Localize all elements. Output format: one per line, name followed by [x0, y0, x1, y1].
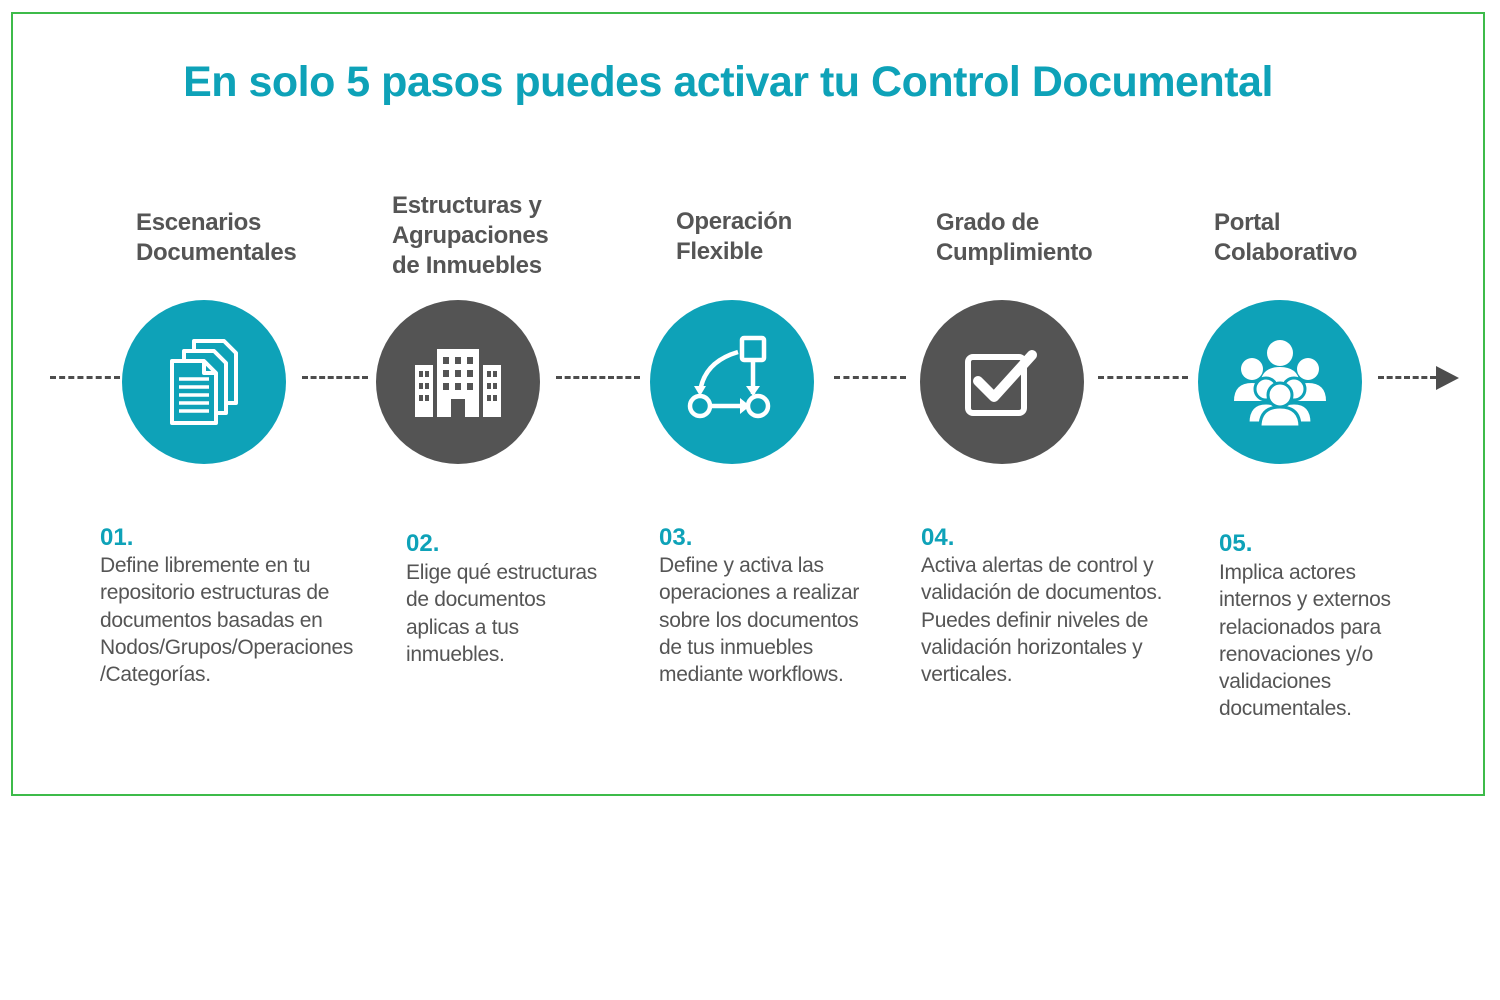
- step-title: Estructuras y Agrupaciones de Inmuebles: [392, 192, 549, 279]
- step-description: Define y activa las operaciones a realizar sobre los documentos de tus inmuebles mediante workflows.: [659, 554, 860, 687]
- step-title: Portal Colaborativo: [1214, 209, 1358, 266]
- step-description: Elige qué estructuras de documentos aplicas a tus inmuebles.: [406, 561, 597, 666]
- step-number: 05.: [1219, 530, 1253, 557]
- step-icon-circle: [920, 300, 1084, 464]
- step-number: 01.: [100, 524, 134, 551]
- timeline-dash: [834, 376, 906, 379]
- timeline-dash: [556, 376, 640, 379]
- step-title: Operación Flexible: [676, 208, 792, 265]
- step-icon-circle: [650, 300, 814, 464]
- workflow-icon: [684, 334, 780, 430]
- buildings-icon: [413, 347, 503, 417]
- step-icon-circle: [376, 300, 540, 464]
- page-title: En solo 5 pasos puedes activar tu Control Documental: [183, 58, 1273, 106]
- step-icon-circle: [1198, 300, 1362, 464]
- step-title: Escenarios Documentales: [136, 209, 297, 266]
- step-description: Define libremente en tu repositorio estructuras de documentos basadas en Nodos/Grupos/Operaciones /Categorías.: [100, 554, 354, 687]
- step-number: 03.: [659, 524, 693, 551]
- step-icon-circle: [122, 300, 286, 464]
- checkbox-icon: [962, 347, 1042, 417]
- timeline-dash: [50, 376, 120, 379]
- step-title: Grado de Cumplimiento: [936, 209, 1093, 266]
- timeline-dash: [1378, 376, 1436, 379]
- step-description: Activa alertas de control y validación de documentos. Puedes definir niveles de validación horizontales y verticales.: [921, 554, 1163, 687]
- step-number: 04.: [921, 524, 955, 551]
- timeline-dash: [1098, 376, 1188, 379]
- users-group-icon: [1230, 337, 1330, 427]
- documents-icon: [164, 337, 244, 427]
- step-number: 02.: [406, 530, 440, 557]
- step-description: Implica actores internos y externos relacionados para renovaciones y/o validaciones documentales.: [1219, 561, 1391, 721]
- timeline-arrow-icon: [1436, 366, 1459, 390]
- timeline-dash: [302, 376, 368, 379]
